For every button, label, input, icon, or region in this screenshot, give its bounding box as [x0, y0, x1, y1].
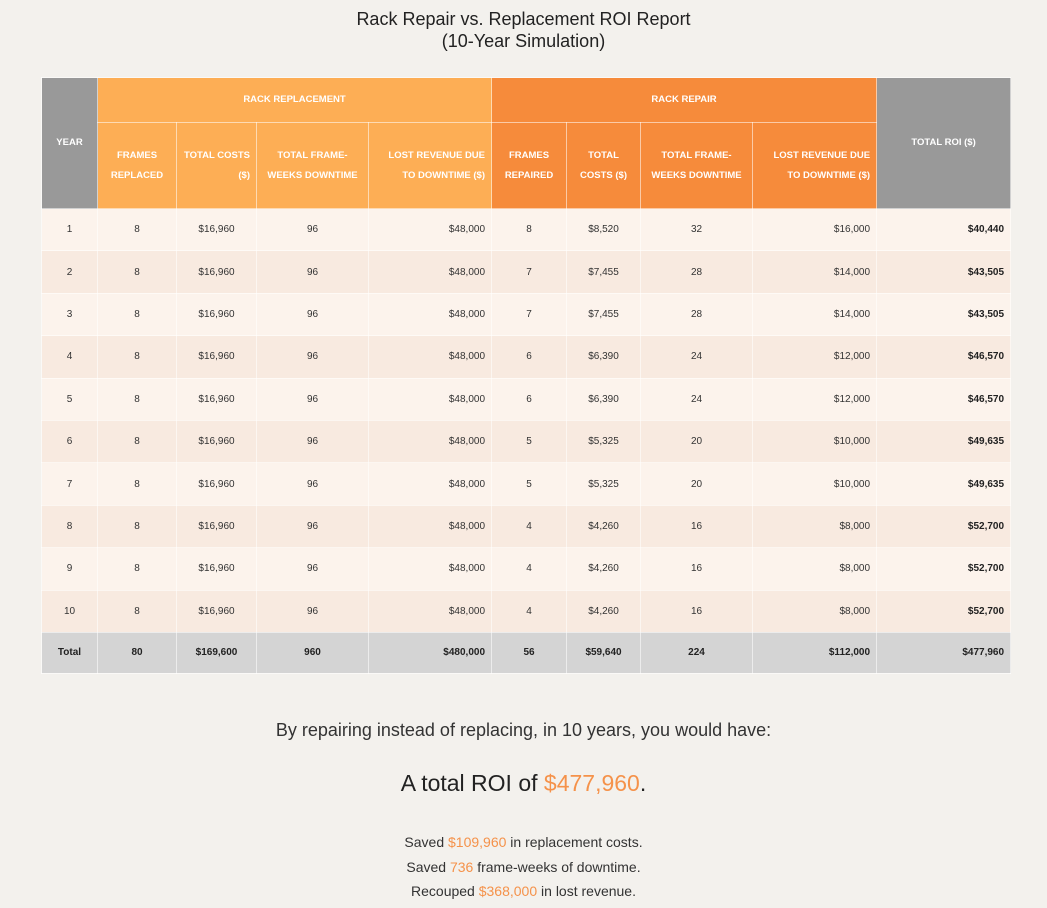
total-replacement-downtime-cell: 960: [257, 632, 369, 673]
repair-lost-revenue-cell: $8,000: [753, 590, 877, 632]
repair-costs-cell: $5,325: [567, 463, 641, 505]
replacement-downtime-cell: 96: [257, 590, 369, 632]
replacement-downtime-header: TOTAL FRAME-WEEKS DOWNTIME: [257, 123, 369, 209]
repair-lost-revenue-cell: $8,000: [753, 548, 877, 590]
frames-replaced-cell: 8: [98, 420, 177, 462]
replacement-downtime-cell: 96: [257, 251, 369, 293]
year-column-header: YEAR: [42, 78, 98, 209]
repair-lost-revenue-cell: $14,000: [753, 293, 877, 335]
total-roi-cell: $46,570: [877, 336, 1011, 378]
replacement-lost-revenue-cell: $48,000: [369, 590, 492, 632]
repair-costs-cell: $4,260: [567, 590, 641, 632]
grand-total-roi-cell: $477,960: [877, 632, 1011, 673]
replacement-lost-revenue-cell: $48,000: [369, 463, 492, 505]
repair-downtime-cell: 16: [641, 548, 753, 590]
frames-repaired-cell: 5: [492, 463, 567, 505]
total-frames-replaced-cell: 80: [98, 632, 177, 673]
replacement-costs-cell: $16,960: [177, 378, 257, 420]
repair-downtime-cell: 16: [641, 590, 753, 632]
year-cell: 3: [42, 293, 98, 335]
replacement-total-costs-header: TOTAL COSTS ($): [177, 123, 257, 209]
replacement-downtime-cell: 96: [257, 505, 369, 547]
replacement-costs-cell: $16,960: [177, 548, 257, 590]
table-total-row: [42, 632, 1011, 673]
total-roi-cell: $43,505: [877, 251, 1011, 293]
repair-lost-revenue-cell: $12,000: [753, 336, 877, 378]
recouped-suffix: in lost revenue.: [537, 883, 636, 899]
saved-downtime-value: 736: [449, 858, 474, 875]
summary-roi-prefix: A total ROI of: [400, 770, 544, 796]
table-row: [42, 505, 1011, 547]
frames-replaced-cell: 8: [98, 209, 177, 251]
repair-downtime-cell: 28: [641, 293, 753, 335]
repair-lost-revenue-cell: $12,000: [753, 378, 877, 420]
replacement-lost-revenue-header: LOST REVENUE DUE TO DOWNTIME ($): [369, 123, 492, 209]
repair-lost-revenue-cell: $8,000: [753, 505, 877, 547]
table-column-header-row: [42, 123, 1011, 209]
summary-roi-value: $477,960: [543, 770, 640, 796]
table-row: [42, 209, 1011, 251]
total-roi-cell: $49,635: [877, 463, 1011, 505]
replacement-downtime-cell: 96: [257, 209, 369, 251]
repair-downtime-cell: 32: [641, 209, 753, 251]
repair-downtime-cell: 16: [641, 505, 753, 547]
repair-costs-cell: $6,390: [567, 378, 641, 420]
replacement-costs-cell: $16,960: [177, 420, 257, 462]
frames-repaired-header: FRAMES REPAIRED: [492, 123, 567, 209]
table-group-header-row: [42, 78, 1011, 123]
table-row: [42, 251, 1011, 293]
frames-replaced-cell: 8: [98, 251, 177, 293]
total-label-cell: Total: [42, 632, 98, 673]
summary-lead-text: By repairing instead of replacing, in 10 years, you would have:: [275, 720, 772, 740]
year-cell: 8: [42, 505, 98, 547]
replacement-downtime-cell: 96: [257, 293, 369, 335]
replacement-lost-revenue-cell: $48,000: [369, 251, 492, 293]
repair-costs-cell: $7,455: [567, 251, 641, 293]
replacement-costs-cell: $16,960: [177, 463, 257, 505]
total-roi-cell: $43,505: [877, 293, 1011, 335]
repair-costs-cell: $6,390: [567, 336, 641, 378]
year-cell: 4: [42, 336, 98, 378]
table-row: [42, 420, 1011, 462]
replacement-costs-cell: $16,960: [177, 293, 257, 335]
report-title-block: [0, 8, 1047, 52]
frames-replaced-cell: 8: [98, 590, 177, 632]
repair-total-costs-header: TOTAL COSTS ($): [567, 123, 641, 209]
recouped-revenue-line: [0, 879, 1047, 904]
year-cell: 2: [42, 251, 98, 293]
frames-replaced-cell: 8: [98, 336, 177, 378]
saved-cost-prefix: Saved: [404, 834, 448, 850]
table-row: [42, 293, 1011, 335]
repair-lost-revenue-header: LOST REVENUE DUE TO DOWNTIME ($): [753, 123, 877, 209]
total-roi-cell: $40,440: [877, 209, 1011, 251]
table-row: [42, 336, 1011, 378]
frames-replaced-cell: 8: [98, 378, 177, 420]
saved-replacement-costs-line: [0, 830, 1047, 855]
replacement-lost-revenue-cell: $48,000: [369, 293, 492, 335]
replacement-costs-cell: $16,960: [177, 336, 257, 378]
replacement-costs-cell: $16,960: [177, 505, 257, 547]
total-repair-downtime-cell: 224: [641, 632, 753, 673]
replacement-downtime-cell: 96: [257, 463, 369, 505]
replacement-lost-revenue-cell: $48,000: [369, 336, 492, 378]
saved-downtime-prefix: Saved: [406, 858, 450, 875]
replacement-downtime-cell: 96: [257, 378, 369, 420]
frames-repaired-cell: 4: [492, 505, 567, 547]
total-roi-column-header: TOTAL ROI ($): [877, 78, 1011, 209]
recouped-value: $368,000: [478, 883, 538, 899]
savings-list: [0, 830, 1047, 904]
repair-downtime-cell: 20: [641, 463, 753, 505]
saved-cost-suffix: in replacement costs.: [506, 834, 643, 850]
year-cell: 1: [42, 209, 98, 251]
repair-lost-revenue-cell: $14,000: [753, 251, 877, 293]
repair-costs-cell: $4,260: [567, 548, 641, 590]
total-repair-lost-revenue-cell: $112,000: [753, 632, 877, 673]
year-cell: 10: [42, 590, 98, 632]
replacement-downtime-cell: 96: [257, 420, 369, 462]
repair-downtime-cell: 20: [641, 420, 753, 462]
repair-lost-revenue-cell: $10,000: [753, 420, 877, 462]
frames-repaired-cell: 5: [492, 420, 567, 462]
saved-cost-value: $109,960: [448, 834, 507, 850]
replacement-downtime-cell: 96: [257, 336, 369, 378]
frames-replaced-cell: 8: [98, 463, 177, 505]
total-replacement-costs-cell: $169,600: [177, 632, 257, 673]
replacement-costs-cell: $16,960: [177, 209, 257, 251]
repair-costs-cell: $5,325: [567, 420, 641, 462]
rack-replacement-group-header: RACK REPLACEMENT: [98, 78, 492, 123]
frames-repaired-cell: 4: [492, 590, 567, 632]
summary-roi-suffix: .: [639, 770, 647, 796]
total-replacement-lost-revenue-cell: $480,000: [369, 632, 492, 673]
frames-replaced-cell: 8: [98, 293, 177, 335]
recouped-prefix: Recouped: [411, 883, 479, 899]
frames-repaired-cell: 6: [492, 378, 567, 420]
frames-repaired-cell: 7: [492, 293, 567, 335]
repair-costs-cell: $8,520: [567, 209, 641, 251]
table-row: [42, 463, 1011, 505]
total-roi-cell: $52,700: [877, 505, 1011, 547]
rack-repair-group-header: RACK REPAIR: [492, 78, 877, 123]
report-subtitle: (10-Year Simulation): [441, 31, 606, 51]
total-roi-cell: $46,570: [877, 378, 1011, 420]
table-row: [42, 548, 1011, 590]
replacement-lost-revenue-cell: $48,000: [369, 548, 492, 590]
replacement-lost-revenue-cell: $48,000: [369, 378, 492, 420]
frames-replaced-cell: 8: [98, 505, 177, 547]
saved-downtime-line: [0, 855, 1047, 880]
year-cell: 7: [42, 463, 98, 505]
replacement-costs-cell: $16,960: [177, 590, 257, 632]
repair-downtime-cell: 24: [641, 378, 753, 420]
summary-total-roi: [0, 770, 1047, 797]
table-row: [42, 590, 1011, 632]
repair-lost-revenue-cell: $16,000: [753, 209, 877, 251]
total-roi-cell: $52,700: [877, 548, 1011, 590]
repair-downtime-cell: 28: [641, 251, 753, 293]
year-cell: 9: [42, 548, 98, 590]
year-cell: 5: [42, 378, 98, 420]
total-repair-costs-cell: $59,640: [567, 632, 641, 673]
saved-downtime-suffix: frame-weeks of downtime.: [473, 858, 641, 875]
repair-costs-cell: $4,260: [567, 505, 641, 547]
replacement-lost-revenue-cell: $48,000: [369, 420, 492, 462]
frames-repaired-cell: 6: [492, 336, 567, 378]
year-cell: 6: [42, 420, 98, 462]
frames-repaired-cell: 7: [492, 251, 567, 293]
report-title: Rack Repair vs. Replacement ROI Report: [356, 9, 691, 29]
frames-replaced-header: FRAMES REPLACED: [98, 123, 177, 209]
frames-replaced-cell: 8: [98, 548, 177, 590]
replacement-costs-cell: $16,960: [177, 251, 257, 293]
replacement-downtime-cell: 96: [257, 548, 369, 590]
table-body: [42, 209, 1011, 674]
repair-downtime-cell: 24: [641, 336, 753, 378]
frames-repaired-cell: 8: [492, 209, 567, 251]
replacement-lost-revenue-cell: $48,000: [369, 209, 492, 251]
repair-costs-cell: $7,455: [567, 293, 641, 335]
replacement-lost-revenue-cell: $48,000: [369, 505, 492, 547]
repair-downtime-header: TOTAL FRAME-WEEKS DOWNTIME: [641, 123, 753, 209]
roi-table: [41, 77, 1011, 674]
table-row: [42, 378, 1011, 420]
total-roi-cell: $52,700: [877, 590, 1011, 632]
frames-repaired-cell: 4: [492, 548, 567, 590]
total-frames-repaired-cell: 56: [492, 632, 567, 673]
repair-lost-revenue-cell: $10,000: [753, 463, 877, 505]
total-roi-cell: $49,635: [877, 420, 1011, 462]
